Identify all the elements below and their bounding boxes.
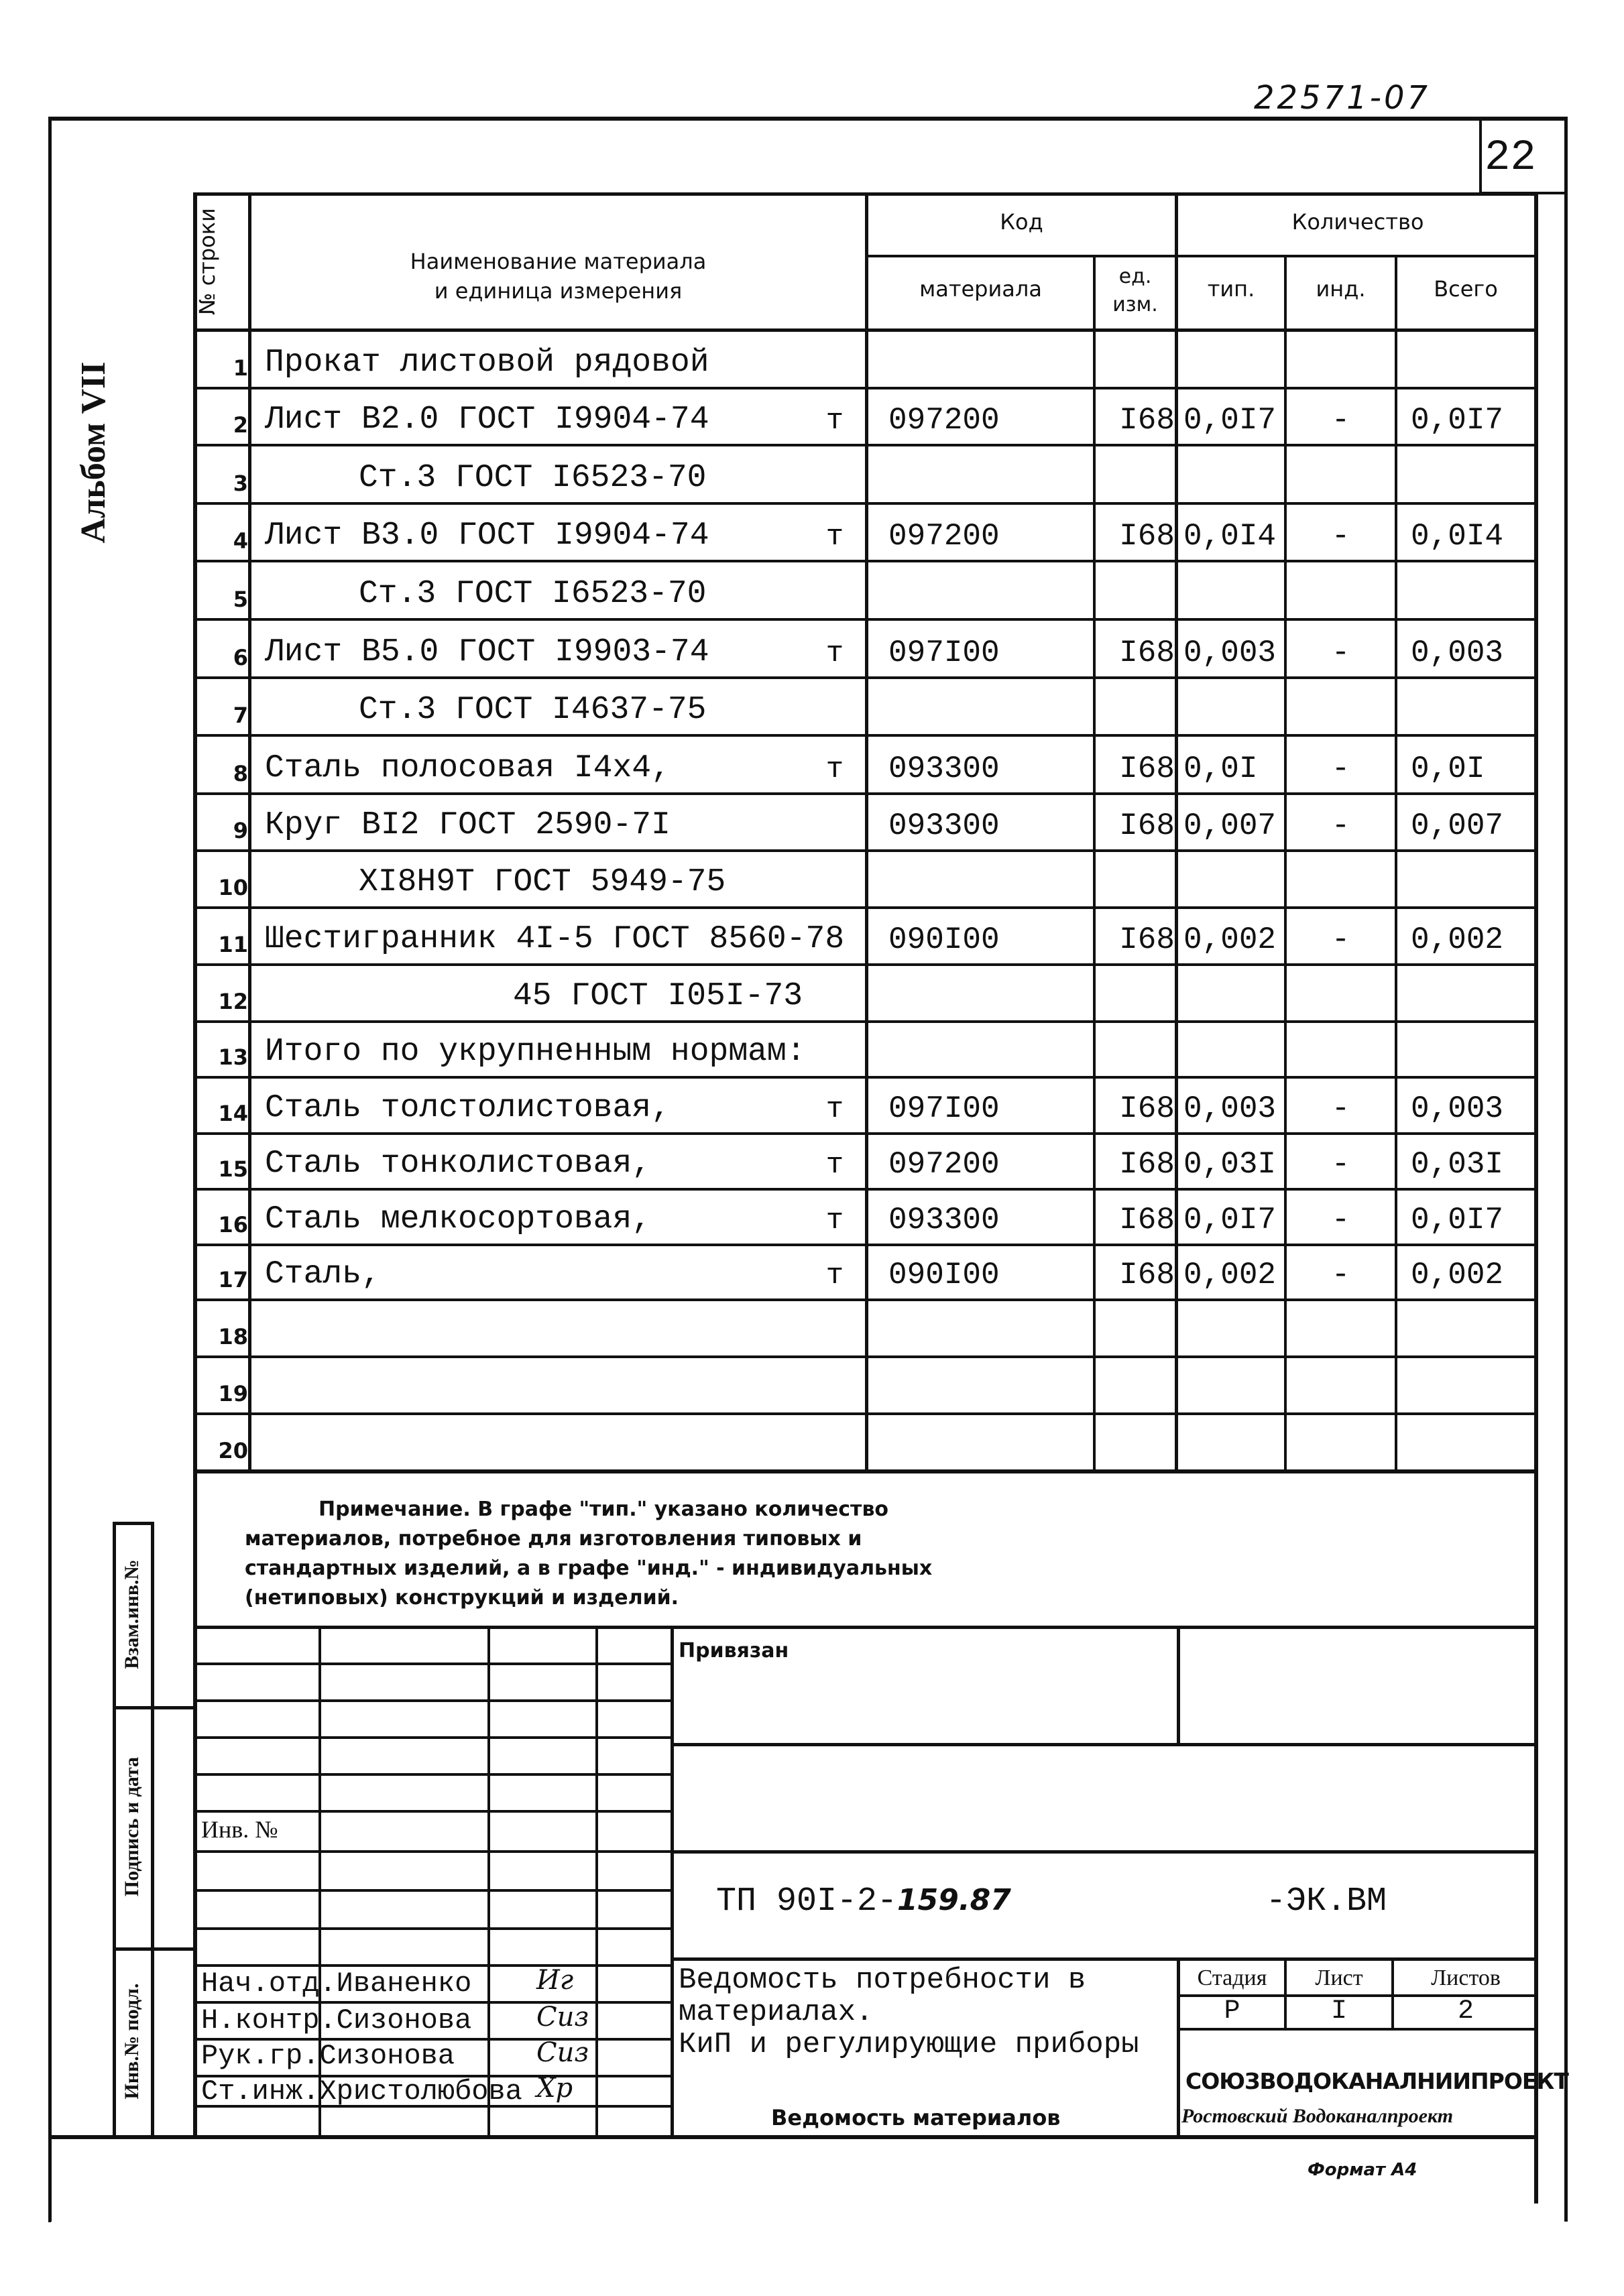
sheet-title (679, 1964, 1139, 2061)
header-bottom-line (193, 328, 1538, 332)
sheet-number: 22 (1485, 134, 1536, 182)
material-name: Ст.3 ГОСТ I4637-75 (359, 692, 707, 728)
header-unit-line2: изм. (1112, 293, 1158, 316)
quantity-typ: 0,003 (1183, 1091, 1277, 1126)
row-divider (193, 387, 1538, 389)
row-number: 8 (233, 761, 248, 786)
staff-grid-line (193, 1663, 671, 1665)
material-name: Лист В3.0 ГОСТ I9904-74 (265, 518, 709, 554)
org-stamp: Ростовский Водоканалпроект (1181, 2105, 1454, 2127)
staff-role: Рук.гр. (201, 2040, 320, 2072)
row-number: 11 (218, 932, 248, 957)
material-code: 090I00 (888, 922, 1000, 957)
side-label-inv-podl: Инв.№ подл. (121, 1983, 143, 2100)
material-name: Прокат листовой рядовой (265, 345, 709, 381)
frame-bottom-line (48, 2135, 1538, 2139)
row-divider (193, 1244, 1538, 1246)
sheets-value: 2 (1457, 1996, 1474, 2027)
material-name: Сталь полосовая I4x4, (265, 750, 671, 786)
side-stamp-right (151, 1522, 154, 2138)
row-divider (193, 1355, 1538, 1358)
sheet-title-line3: КиП и регулирующие приборы (679, 2028, 1139, 2061)
row-number: 2 (233, 412, 248, 438)
unit-measure-code: I68 (1119, 1203, 1175, 1237)
header-name (251, 247, 865, 306)
col-sep-measure (1175, 192, 1178, 1471)
row-number: 20 (218, 1438, 248, 1463)
designation-right: -ЭК.ВМ (1266, 1882, 1387, 1921)
header-row-number: № строки (194, 208, 220, 315)
row-divider (193, 792, 1538, 795)
material-code: 093300 (888, 751, 1000, 786)
org-name: СОЮЗВОДОКАНАЛНИИПРОЕКТ (1185, 2068, 1568, 2094)
staff-grid-line (193, 1927, 671, 1930)
privyazan-label: Привязан (679, 1639, 789, 1663)
material-name: Круг ВI2 ГОСТ 2590-7I (265, 807, 671, 843)
row-number: 3 (233, 471, 248, 496)
material-name: Шестигранник 4I-5 ГОСТ 8560-78 (265, 921, 845, 957)
frame-left-tail (48, 2138, 51, 2222)
format-label: Формат А4 (1308, 2160, 1417, 2180)
staff-name: Сизонова (336, 2004, 472, 2037)
unit-label: т (825, 404, 844, 438)
material-code: 090I00 (888, 1258, 1000, 1292)
signature: Хр (536, 2073, 573, 2104)
material-code: 093300 (888, 808, 1000, 843)
material-name: Лист В2.0 ГОСТ I9904-74 (265, 402, 709, 438)
quantity-ind: - (1331, 808, 1350, 843)
header-total: Всего (1434, 276, 1498, 302)
material-code: 097200 (888, 1147, 1000, 1182)
material-code: 093300 (888, 1203, 1000, 1237)
row-number: 6 (233, 645, 248, 670)
quantity-typ: 0,0I7 (1183, 1203, 1277, 1237)
staff-name: Христолюбова (319, 2075, 522, 2108)
row-divider (193, 1298, 1538, 1301)
row-number: 18 (218, 1324, 248, 1349)
material-name: Лист В5.0 ГОСТ I9903-74 (265, 634, 709, 670)
staff-grid-line (193, 1810, 671, 1813)
staff-role: Н.контр. (201, 2004, 337, 2037)
row-divider (193, 1076, 1538, 1079)
frame-right-line (1564, 117, 1568, 2222)
row-divider (193, 849, 1538, 852)
row-divider (193, 963, 1538, 966)
material-code: 097I00 (888, 1091, 1000, 1126)
stage-value: Р (1224, 1996, 1240, 2027)
staff-grid-line (193, 1699, 671, 1702)
material-code: 097200 (888, 519, 1000, 554)
quantity-total: 0,0I (1411, 751, 1485, 786)
material-name: Сталь мелкосортовая, (265, 1201, 652, 1237)
staff-row (201, 2004, 471, 2037)
quantity-typ: 0,0I7 (1183, 403, 1277, 438)
staff-grid-line (193, 1889, 671, 1892)
signature: Иг (536, 1965, 574, 1996)
staff-grid-line (193, 2001, 671, 2004)
unit-measure-code: I68 (1119, 1258, 1175, 1292)
material-name: 45 ГОСТ I05I-73 (513, 978, 803, 1014)
row-number: 1 (233, 355, 248, 381)
quantity-typ: 0,003 (1183, 636, 1277, 670)
col-sep-name (865, 192, 868, 1471)
quantity-ind: - (1331, 751, 1350, 786)
header-name-line1: Наименование материала (410, 249, 707, 274)
row-number: 5 (233, 587, 248, 612)
quantity-total: 0,003 (1411, 636, 1504, 670)
row-number: 12 (218, 989, 248, 1014)
sheet-box-left (1479, 119, 1482, 193)
col-sep-num (248, 192, 251, 1471)
unit-measure-code: I68 (1119, 922, 1175, 957)
row-number: 16 (218, 1212, 248, 1237)
quantity-typ: 0,002 (1183, 922, 1277, 957)
row-divider (193, 1412, 1538, 1415)
signature: Сиз (536, 2002, 589, 2033)
sheet-header: Лист (1315, 1966, 1363, 1990)
row-divider (193, 734, 1538, 737)
privyazan-divider (1177, 1626, 1180, 1746)
designation (716, 1882, 1011, 1921)
quantity-total: 0,002 (1411, 922, 1504, 957)
privyazan-bottom (671, 1743, 1538, 1746)
material-code: 097I00 (888, 636, 1000, 670)
quantity-ind: - (1331, 519, 1350, 554)
header-unit (1096, 263, 1175, 319)
title-block-divider (671, 1626, 674, 2138)
material-code: 097200 (888, 403, 1000, 438)
row-divider (193, 1132, 1538, 1135)
unit-label: т (825, 1259, 844, 1292)
unit-label: т (825, 1093, 844, 1126)
sheet-value: I (1330, 1996, 1347, 2027)
row-number: 14 (218, 1101, 248, 1126)
staff-col-3 (595, 1626, 598, 2138)
quantity-typ: 0,0I4 (1183, 519, 1277, 554)
quantity-total: 0,0I7 (1411, 403, 1504, 438)
unit-measure-code: I68 (1119, 1091, 1175, 1126)
row-divider (193, 444, 1538, 446)
material-name: Сталь тонколистовая, (265, 1146, 652, 1182)
header-code-material: материала (919, 276, 1042, 302)
quantity-total: 0,0I7 (1411, 1203, 1504, 1237)
unit-measure-code: I68 (1119, 751, 1175, 786)
quantity-ind: - (1331, 636, 1350, 670)
unit-label: т (825, 753, 844, 786)
row-number: 4 (233, 528, 248, 554)
quantity-ind: - (1331, 1258, 1350, 1292)
quantity-total: 0,0I4 (1411, 519, 1504, 554)
note-top-line (193, 1470, 1538, 1473)
header-mid-line (865, 255, 1538, 257)
material-name: Ст.3 ГОСТ I6523-70 (359, 460, 707, 496)
staff-grid-line (193, 1736, 671, 1739)
staff-grid-line (193, 1773, 671, 1776)
sheets-header: Листов (1431, 1966, 1501, 1990)
header-name-line2: и единица измерения (434, 278, 683, 304)
quantity-ind: - (1331, 403, 1350, 438)
row-number: 19 (218, 1381, 248, 1406)
note-block (245, 1495, 932, 1613)
row-number: 17 (218, 1267, 248, 1292)
unit-measure-code: I68 (1119, 403, 1175, 438)
stage-row-2 (1177, 2028, 1538, 2031)
material-name: Сталь толстолистовая, (265, 1090, 671, 1126)
row-divider (193, 676, 1538, 679)
row-number: 9 (233, 818, 248, 843)
row-number: 7 (233, 703, 248, 728)
quantity-total: 0,007 (1411, 808, 1504, 843)
row-divider (193, 1188, 1538, 1191)
quantity-typ: 0,007 (1183, 808, 1277, 843)
note-line-3: стандартных изделий, а в графе "инд." - индивидуальных (245, 1557, 933, 1580)
unit-measure-code: I68 (1119, 808, 1175, 843)
unit-measure-code: I68 (1119, 636, 1175, 670)
row-divider (193, 1020, 1538, 1023)
designation-handwritten: 159.87 (897, 1883, 1011, 1917)
staff-grid-line (193, 1850, 671, 1853)
staff-role: Ст.инж. (201, 2075, 320, 2108)
staff-role: Нач.отд. (201, 1968, 337, 2000)
header-ind: инд. (1316, 276, 1366, 302)
quantity-ind: - (1331, 1203, 1350, 1237)
unit-label: т (825, 520, 844, 554)
row-number: 13 (218, 1044, 248, 1070)
unit-label: т (825, 637, 844, 670)
doc-type: Ведомость материалов (771, 2105, 1061, 2130)
unit-measure-code: I68 (1119, 1147, 1175, 1182)
sheet-title-line2: материалах. (679, 1996, 874, 2029)
row-number: 15 (218, 1156, 248, 1182)
header-quantity: Количество (1291, 209, 1424, 235)
unit-measure-code: I68 (1119, 519, 1175, 554)
quantity-typ: 0,0I (1183, 751, 1258, 786)
staff-name: Сизонова (319, 2040, 455, 2072)
quantity-total: 0,03I (1411, 1147, 1504, 1182)
material-name: Итого по укрупненным нормам: (265, 1034, 806, 1070)
quantity-ind: - (1331, 1091, 1350, 1126)
designation-left: ТП 90I-2- (716, 1882, 898, 1921)
side-label-podpis: Подпись и дата (121, 1756, 143, 1897)
quantity-typ: 0,002 (1183, 1258, 1277, 1292)
header-unit-line1: ед. (1118, 265, 1152, 288)
document-number: 22571-07 (1254, 79, 1431, 117)
staff-row (201, 1968, 471, 2000)
frame-left-line (48, 117, 52, 2222)
row-divider (193, 618, 1538, 621)
unit-label: т (825, 1204, 844, 1237)
header-code: Код (1000, 209, 1043, 235)
header-typ: тип. (1207, 276, 1255, 302)
stage-header: Стадия (1197, 1966, 1267, 1990)
staff-name: Иваненко (336, 1968, 472, 2000)
frame-top-line (48, 117, 1568, 121)
staff-grid-line (193, 1964, 671, 1967)
table-right-border (1534, 192, 1538, 2203)
side-label-vzam: Взам.инв.№ (121, 1559, 143, 1669)
material-name: Сталь, (265, 1256, 381, 1292)
inv-no-label: Инв. № (201, 1815, 285, 1844)
quantity-total: 0,002 (1411, 1258, 1504, 1292)
signature: Сиз (536, 2037, 589, 2068)
material-name: ХI8Н9Т ГОСТ 5949-75 (359, 864, 726, 900)
note-line-1: Примечание. В графе "тип." указано количество (318, 1498, 889, 1521)
designation-top (671, 1850, 1538, 1854)
row-number: 10 (218, 875, 248, 900)
col-sep-ind (1395, 255, 1397, 1471)
note-line-2: материалов, потребное для изготовления типовых и (245, 1527, 862, 1551)
quantity-typ: 0,03I (1183, 1147, 1277, 1182)
note-line-4: (нетиповых) конструкций и изделий. (245, 1586, 679, 1610)
unit-label: т (825, 1148, 844, 1182)
designation-bottom (671, 1957, 1538, 1961)
quantity-ind: - (1331, 922, 1350, 957)
quantity-total: 0,003 (1411, 1091, 1504, 1126)
material-name: Ст.3 ГОСТ I6523-70 (359, 576, 707, 612)
title-block-top (193, 1626, 1538, 1629)
staff-row (201, 2040, 455, 2072)
row-divider (193, 560, 1538, 562)
row-divider (193, 906, 1538, 909)
staff-row (201, 2075, 522, 2108)
staff-col-2 (487, 1626, 490, 2138)
row-divider (193, 502, 1538, 505)
quantity-ind: - (1331, 1147, 1350, 1182)
sheet-title-line1: Ведомость потребности в (679, 1963, 1086, 1997)
album-label: Альбом VII (74, 361, 113, 544)
